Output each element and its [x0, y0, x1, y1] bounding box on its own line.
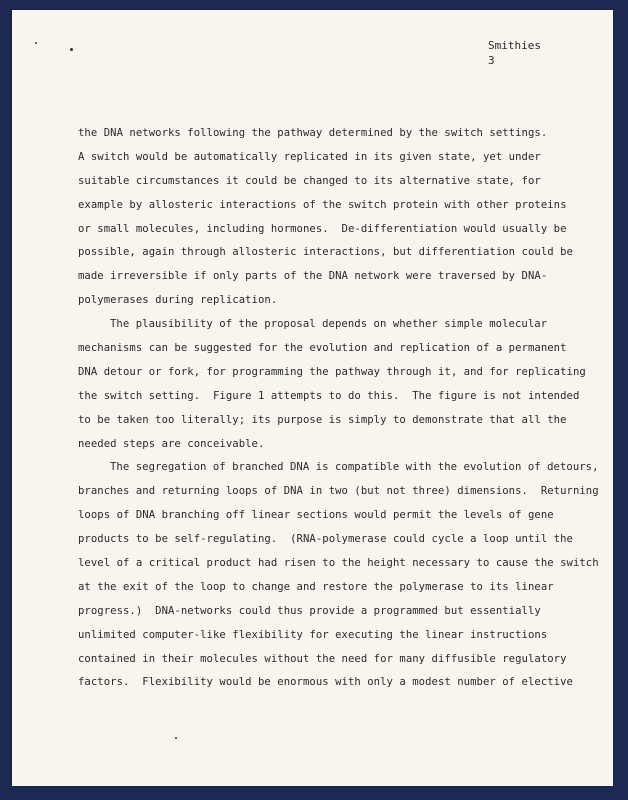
text-line: branches and returning loops of DNA in two (but not three) dimensions. Returning — [78, 485, 599, 498]
text-line: progress.) DNA-networks could thus provide a programmed but essentially — [78, 604, 541, 617]
text-line: the DNA networks following the pathway determined by the switch settings. — [78, 127, 548, 139]
paragraph-start-line: The segregation of branched DNA is compatible with the evolution of detours, — [110, 461, 599, 474]
paragraph-start-line: The plausibility of the proposal depends on whether simple molecular — [110, 318, 548, 331]
body-text — [78, 122, 598, 695]
text-line: at the exit of the loop to change and restore the polymerase to its linear — [78, 580, 554, 593]
text-line: to be taken too literally; its purpose is simply to demonstrate that all the — [78, 413, 567, 426]
text-line: A switch would be automatically replicated in its given state, yet under — [78, 150, 541, 163]
text-line: made irreversible if only parts of the DNA network were traversed by DNA- — [78, 270, 548, 283]
text-line: example by allosteric interactions of the switch protein with other proteins — [78, 198, 567, 211]
text-line: polymerases during replication. — [78, 294, 278, 307]
text-line: factors. Flexibility would be enormous with only a modest number of elective — [78, 676, 573, 689]
text-line: level of a critical product had risen to the height necessary to cause the switch — [78, 557, 599, 570]
document-page — [12, 10, 613, 786]
text-line: possible, again through allosteric interactions, but differentiation could be — [78, 246, 573, 259]
header-page-number: 3 — [488, 54, 495, 67]
text-line: products to be self-regulating. (RNA-polymerase could cycle a loop until the — [78, 533, 573, 546]
text-line: loops of DNA branching off linear sections would permit the levels of gene — [78, 509, 554, 522]
text-line: DNA detour or fork, for programming the pathway through it, and for replicating — [78, 365, 586, 378]
text-line: or small molecules, including hormones. De-differentiation would usually be — [78, 222, 567, 235]
stray-mark — [70, 48, 73, 51]
stray-mark — [35, 42, 37, 44]
text-line: needed steps are conceivable. — [78, 437, 265, 450]
text-line: unlimited computer-like flexibility for executing the linear instructions — [78, 628, 548, 641]
stray-mark — [175, 737, 177, 739]
page-header — [488, 38, 541, 68]
text-line: the switch setting. Figure 1 attempts to do this. The figure is not intended — [78, 389, 580, 402]
text-line: contained in their molecules without the need for many diffusible regulatory — [78, 652, 567, 665]
text-line: suitable circumstances it could be changed to its alternative state, for — [78, 174, 541, 187]
header-author: Smithies — [488, 39, 541, 52]
text-line: mechanisms can be suggested for the evolution and replication of a permanent — [78, 342, 567, 355]
